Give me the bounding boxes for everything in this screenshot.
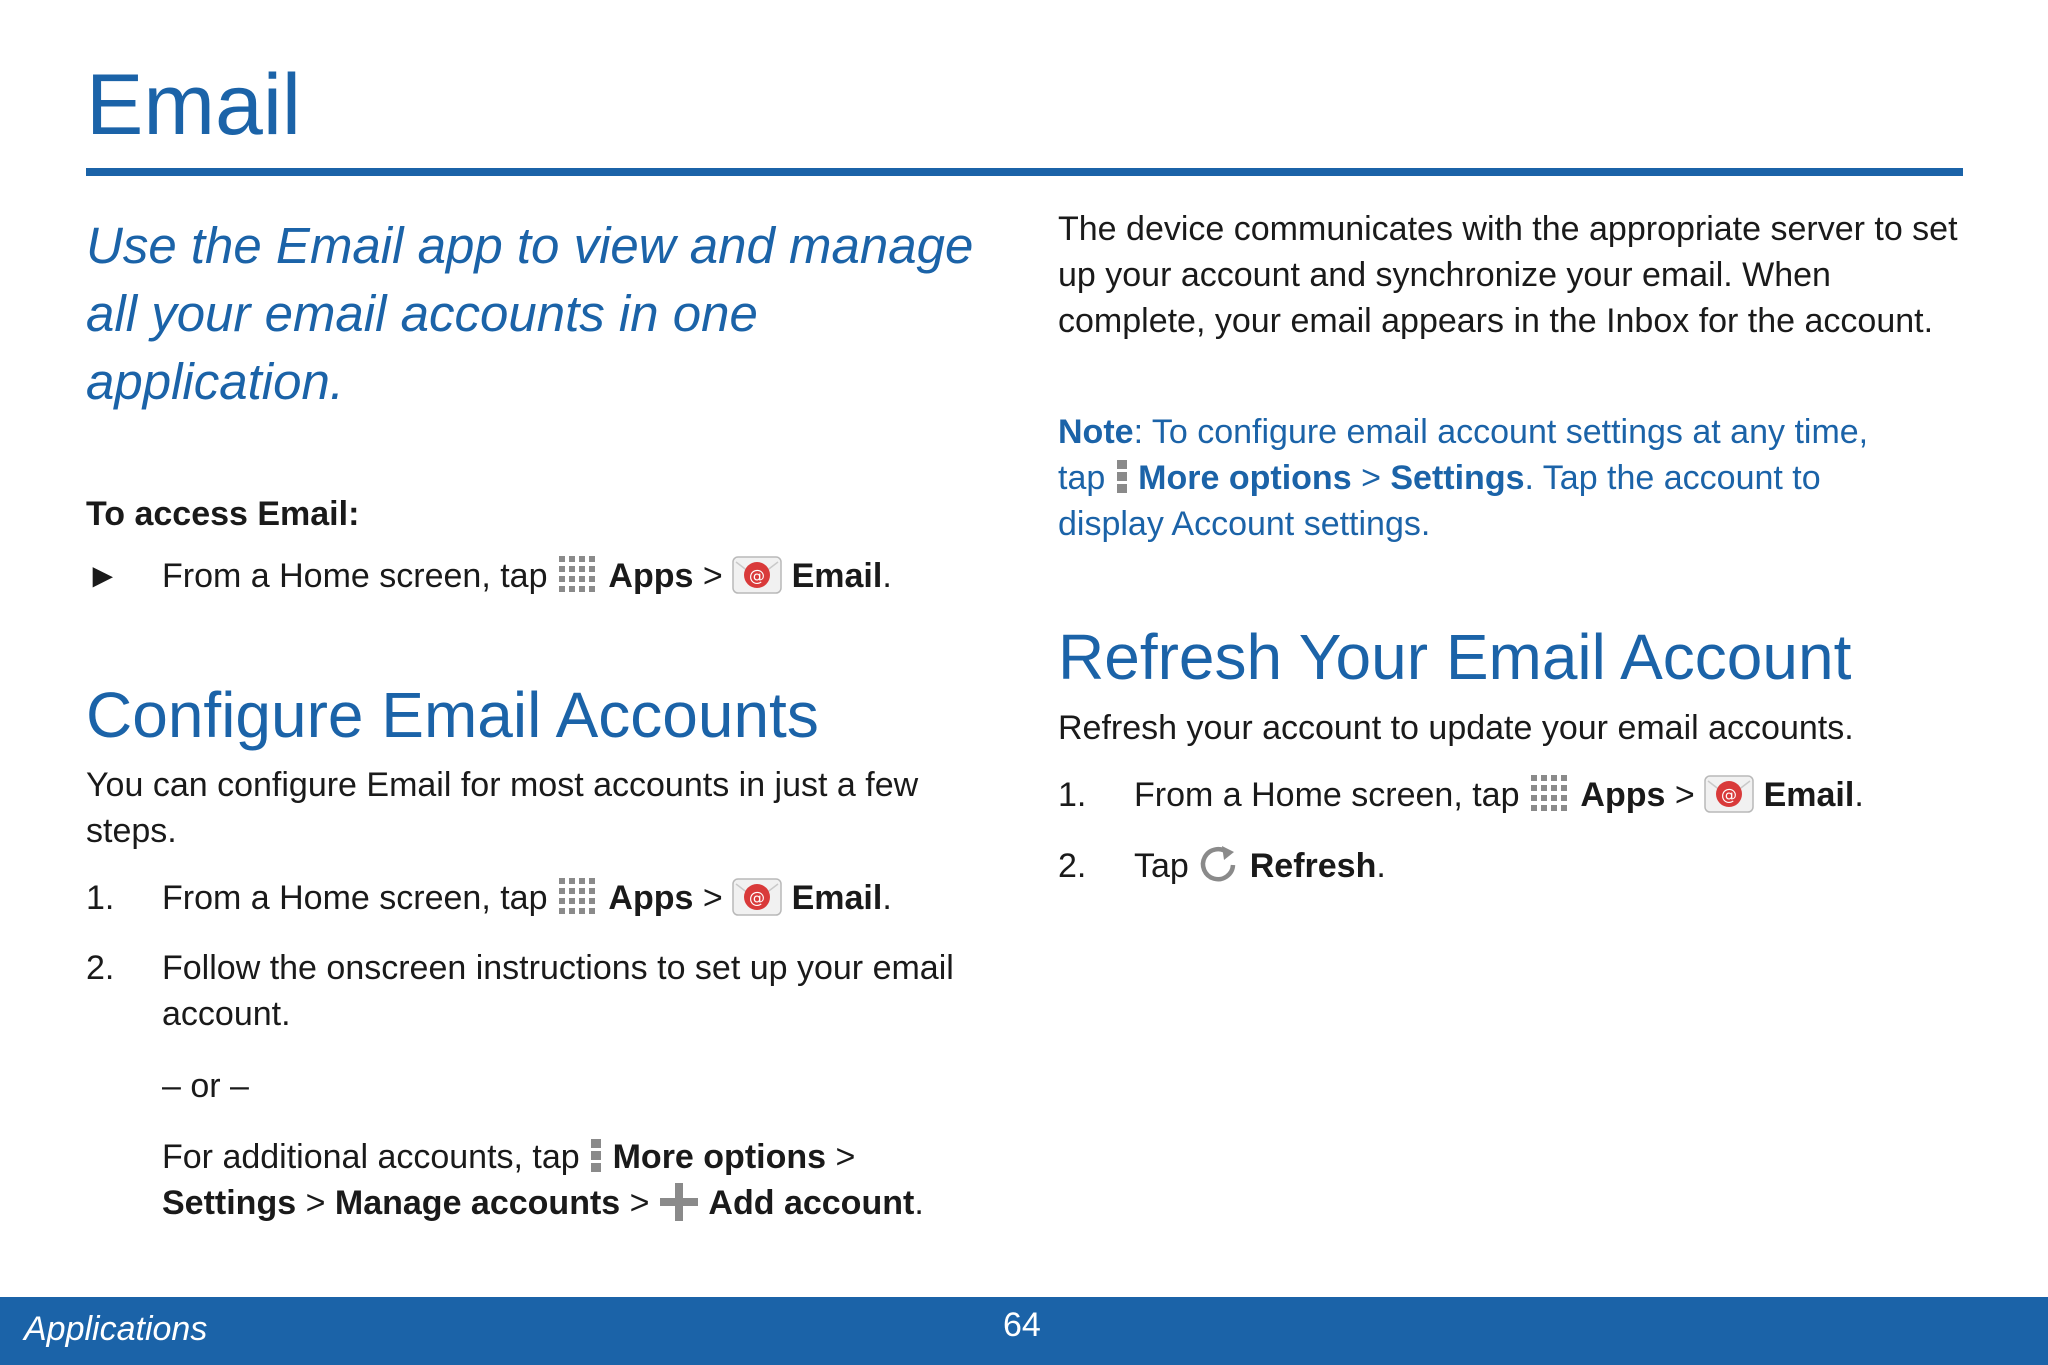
additional-accounts-line-2 bbox=[162, 1180, 924, 1226]
separator: > bbox=[1361, 459, 1381, 497]
note-label: Note bbox=[1058, 413, 1134, 451]
note-tap: tap bbox=[1058, 459, 1106, 497]
settings-label: Settings bbox=[1390, 459, 1525, 497]
configure-heading: Configure Email Accounts bbox=[86, 679, 819, 751]
email-app-icon bbox=[732, 876, 782, 918]
separator: > bbox=[1674, 776, 1695, 814]
note-text: display Account settings. bbox=[1058, 505, 1431, 543]
email-label: Email bbox=[791, 879, 883, 917]
note-text: To configure email account settings at any time, bbox=[1151, 413, 1869, 451]
separator: > bbox=[702, 879, 723, 917]
apps-label: Apps bbox=[1580, 776, 1666, 814]
step-text: Follow the onscreen instructions to set up your email account. bbox=[162, 949, 954, 1033]
refresh-icon bbox=[1198, 844, 1240, 886]
email-app-icon bbox=[1704, 773, 1754, 815]
period: . bbox=[1376, 847, 1386, 885]
separator: > bbox=[305, 1184, 326, 1222]
note-text: . Tap the account to bbox=[1524, 459, 1821, 497]
more-options-label: More options bbox=[612, 1138, 827, 1176]
step-number: 1. bbox=[86, 879, 115, 917]
page-number: 64 bbox=[1003, 1306, 1041, 1344]
step-text: Tap bbox=[1134, 847, 1189, 885]
step-number: 2. bbox=[1058, 847, 1087, 885]
refresh-intro: Refresh your account to update your email accounts. bbox=[1058, 709, 1854, 747]
step-text: From a Home screen, tap bbox=[162, 879, 548, 917]
add-account-label: Add account bbox=[708, 1184, 915, 1222]
server-paragraph: The device communicates with the appropriate server to set up your account and synchronize your email. When complete, your email appears in the Inbox for the account. bbox=[1058, 210, 1958, 340]
title-divider bbox=[86, 168, 1963, 176]
step-number: 2. bbox=[86, 949, 115, 987]
period: . bbox=[1854, 776, 1864, 814]
or-separator: – or – bbox=[162, 1067, 249, 1105]
intro-text: Use the Email app to view and manage all your email accounts in one application. bbox=[86, 217, 974, 410]
access-heading: To access Email: bbox=[86, 495, 360, 533]
alt-text: For additional accounts, tap bbox=[162, 1138, 580, 1176]
step-text: From a Home screen, tap bbox=[162, 557, 548, 595]
period: . bbox=[882, 557, 892, 595]
email-label: Email bbox=[791, 557, 883, 595]
footer-section: Applications bbox=[24, 1310, 208, 1348]
more-options-icon bbox=[589, 1138, 603, 1174]
separator: > bbox=[629, 1184, 650, 1222]
note-line-3 bbox=[1058, 501, 1430, 547]
manage-accounts-label: Manage accounts bbox=[334, 1184, 621, 1222]
apps-label: Apps bbox=[608, 879, 694, 917]
apps-icon bbox=[1529, 773, 1571, 815]
more-options-label: More options bbox=[1138, 459, 1352, 497]
note-line-2 bbox=[1058, 455, 1821, 501]
separator: > bbox=[835, 1138, 856, 1176]
refresh-label: Refresh bbox=[1249, 847, 1377, 885]
configure-intro: You can configure Email for most accounts in just a few steps. bbox=[86, 766, 919, 850]
additional-accounts-line-1 bbox=[162, 1134, 855, 1180]
page-title: Email bbox=[86, 57, 302, 153]
bullet-arrow: ► bbox=[86, 557, 120, 595]
period: . bbox=[882, 879, 892, 917]
apps-icon bbox=[557, 554, 599, 596]
period: . bbox=[914, 1184, 924, 1222]
refresh-heading: Refresh Your Email Account bbox=[1058, 621, 1852, 693]
more-options-icon bbox=[1115, 459, 1129, 495]
separator: > bbox=[702, 557, 723, 595]
note-colon: : bbox=[1133, 413, 1144, 451]
email-label: Email bbox=[1763, 776, 1855, 814]
apps-icon bbox=[557, 876, 599, 918]
apps-label: Apps bbox=[608, 557, 694, 595]
step-text: From a Home screen, tap bbox=[1134, 776, 1520, 814]
step-number: 1. bbox=[1058, 776, 1087, 814]
email-app-icon bbox=[732, 554, 782, 596]
add-icon bbox=[659, 1182, 699, 1222]
settings-label: Settings bbox=[162, 1184, 297, 1222]
note-line-1 bbox=[1058, 409, 1868, 455]
